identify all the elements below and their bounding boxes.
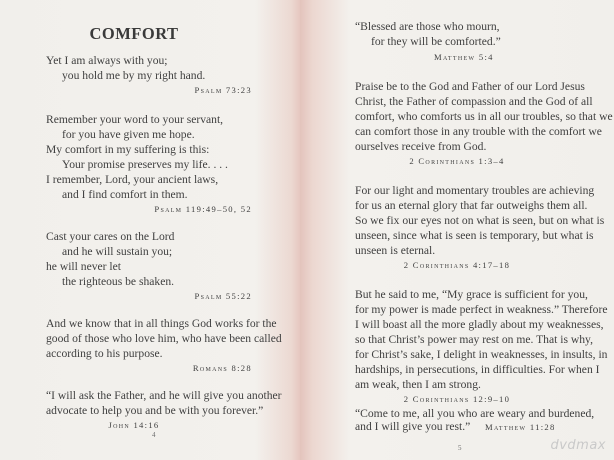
verse-line: unseen, since what is seen is temporary, but what is (355, 229, 594, 242)
scripture-reference: Psalm 73:23 (194, 85, 252, 95)
page-number: 4 (152, 431, 156, 439)
verse-line: But he said to me, “My grace is sufficient for you, (355, 288, 588, 301)
verse-line: I will boast all the more gladly about my weaknesses, (355, 318, 604, 331)
verse-line: My comfort in my suffering is this: (46, 143, 210, 156)
verse-line: for my power is made perfect in weakness.” Therefore (355, 303, 608, 316)
verse-line: the righteous be shaken. (62, 275, 175, 288)
page-number: 5 (458, 444, 462, 452)
verse-line: Your promise preserves my life. . . . (62, 158, 228, 171)
verse-line: Praise be to the God and Father of our Lord Jesus (355, 80, 585, 93)
verse-line: I remember, Lord, your ancient laws, (46, 173, 219, 186)
verse-line: Yet I am always with you; (46, 54, 168, 67)
verse-line: so that Christ’s power may rest on me. That is why, (355, 333, 593, 346)
page-title: COMFORT (89, 24, 179, 43)
verse-line: according to his purpose. (46, 347, 163, 360)
scripture-reference: Psalm 119:49–50, 52 (154, 204, 252, 214)
verse-line: “I will ask the Father, and he will give you another (46, 389, 282, 402)
scripture-reference: 2 Corinthians 4:17–18 (403, 260, 511, 270)
verse-line: for you have given me hope. (62, 128, 195, 141)
scripture-reference: John 14:16 (108, 420, 160, 430)
verse-line: advocate to help you and be with you forever.” (46, 404, 264, 417)
verse-line: And we know that in all things God works for the (46, 317, 277, 330)
verse-line: and I find comfort in them. (62, 188, 188, 201)
verse-line: good of those who love him, who have been called (46, 332, 282, 345)
right-page (300, 0, 614, 460)
verse-line: for they will be comforted.” (371, 35, 501, 48)
verse-line: can comfort those in any trouble with the comfort we (355, 125, 602, 138)
scripture-reference: 2 Corinthians 12:9–10 (403, 394, 511, 404)
verse-line: and I will give you rest.” (355, 420, 471, 433)
verse-line: am weak, then I am strong. (355, 378, 481, 391)
verse-line: “Blessed are those who mourn, (355, 20, 500, 33)
verse-line: for us an eternal glory that far outweighs them all. (355, 199, 588, 212)
verse-line: “Come to me, all you who are weary and burdened, (355, 407, 595, 420)
scripture-reference: Romans 8:28 (192, 363, 252, 373)
scripture-reference: Psalm 55:22 (194, 291, 252, 301)
verse-line: unseen is eternal. (355, 244, 436, 257)
verse-line: he will never let (46, 260, 122, 273)
verse-line: and he will sustain you; (62, 245, 173, 258)
verse-line: Remember your word to your servant, (46, 113, 224, 126)
verse-line: So we fix our eyes not on what is seen, but on what is (355, 214, 605, 227)
verse-line: Cast your cares on the Lord (46, 230, 175, 243)
verse-line: For our light and momentary troubles are achieving (355, 184, 595, 197)
verse-line: you hold me by my right hand. (62, 69, 206, 82)
verse-line: Christ, the Father of compassion and the God of all (355, 95, 593, 108)
verse-line: hardships, in persecutions, in difficulties. For when I (355, 363, 600, 376)
verse-line: comfort, who comforts us in all our troubles, so that we (355, 110, 613, 123)
watermark-text: dvdmax (550, 438, 606, 453)
scripture-reference: Matthew 11:28 (485, 422, 556, 432)
verse-line: ourselves receive from God. (355, 140, 487, 153)
verse-line: for Christ’s sake, I delight in weaknesses, in insults, in (355, 348, 608, 361)
left-page (0, 0, 300, 460)
scripture-reference: Matthew 5:4 (434, 52, 494, 62)
scripture-reference: 2 Corinthians 1:3–4 (409, 156, 505, 166)
